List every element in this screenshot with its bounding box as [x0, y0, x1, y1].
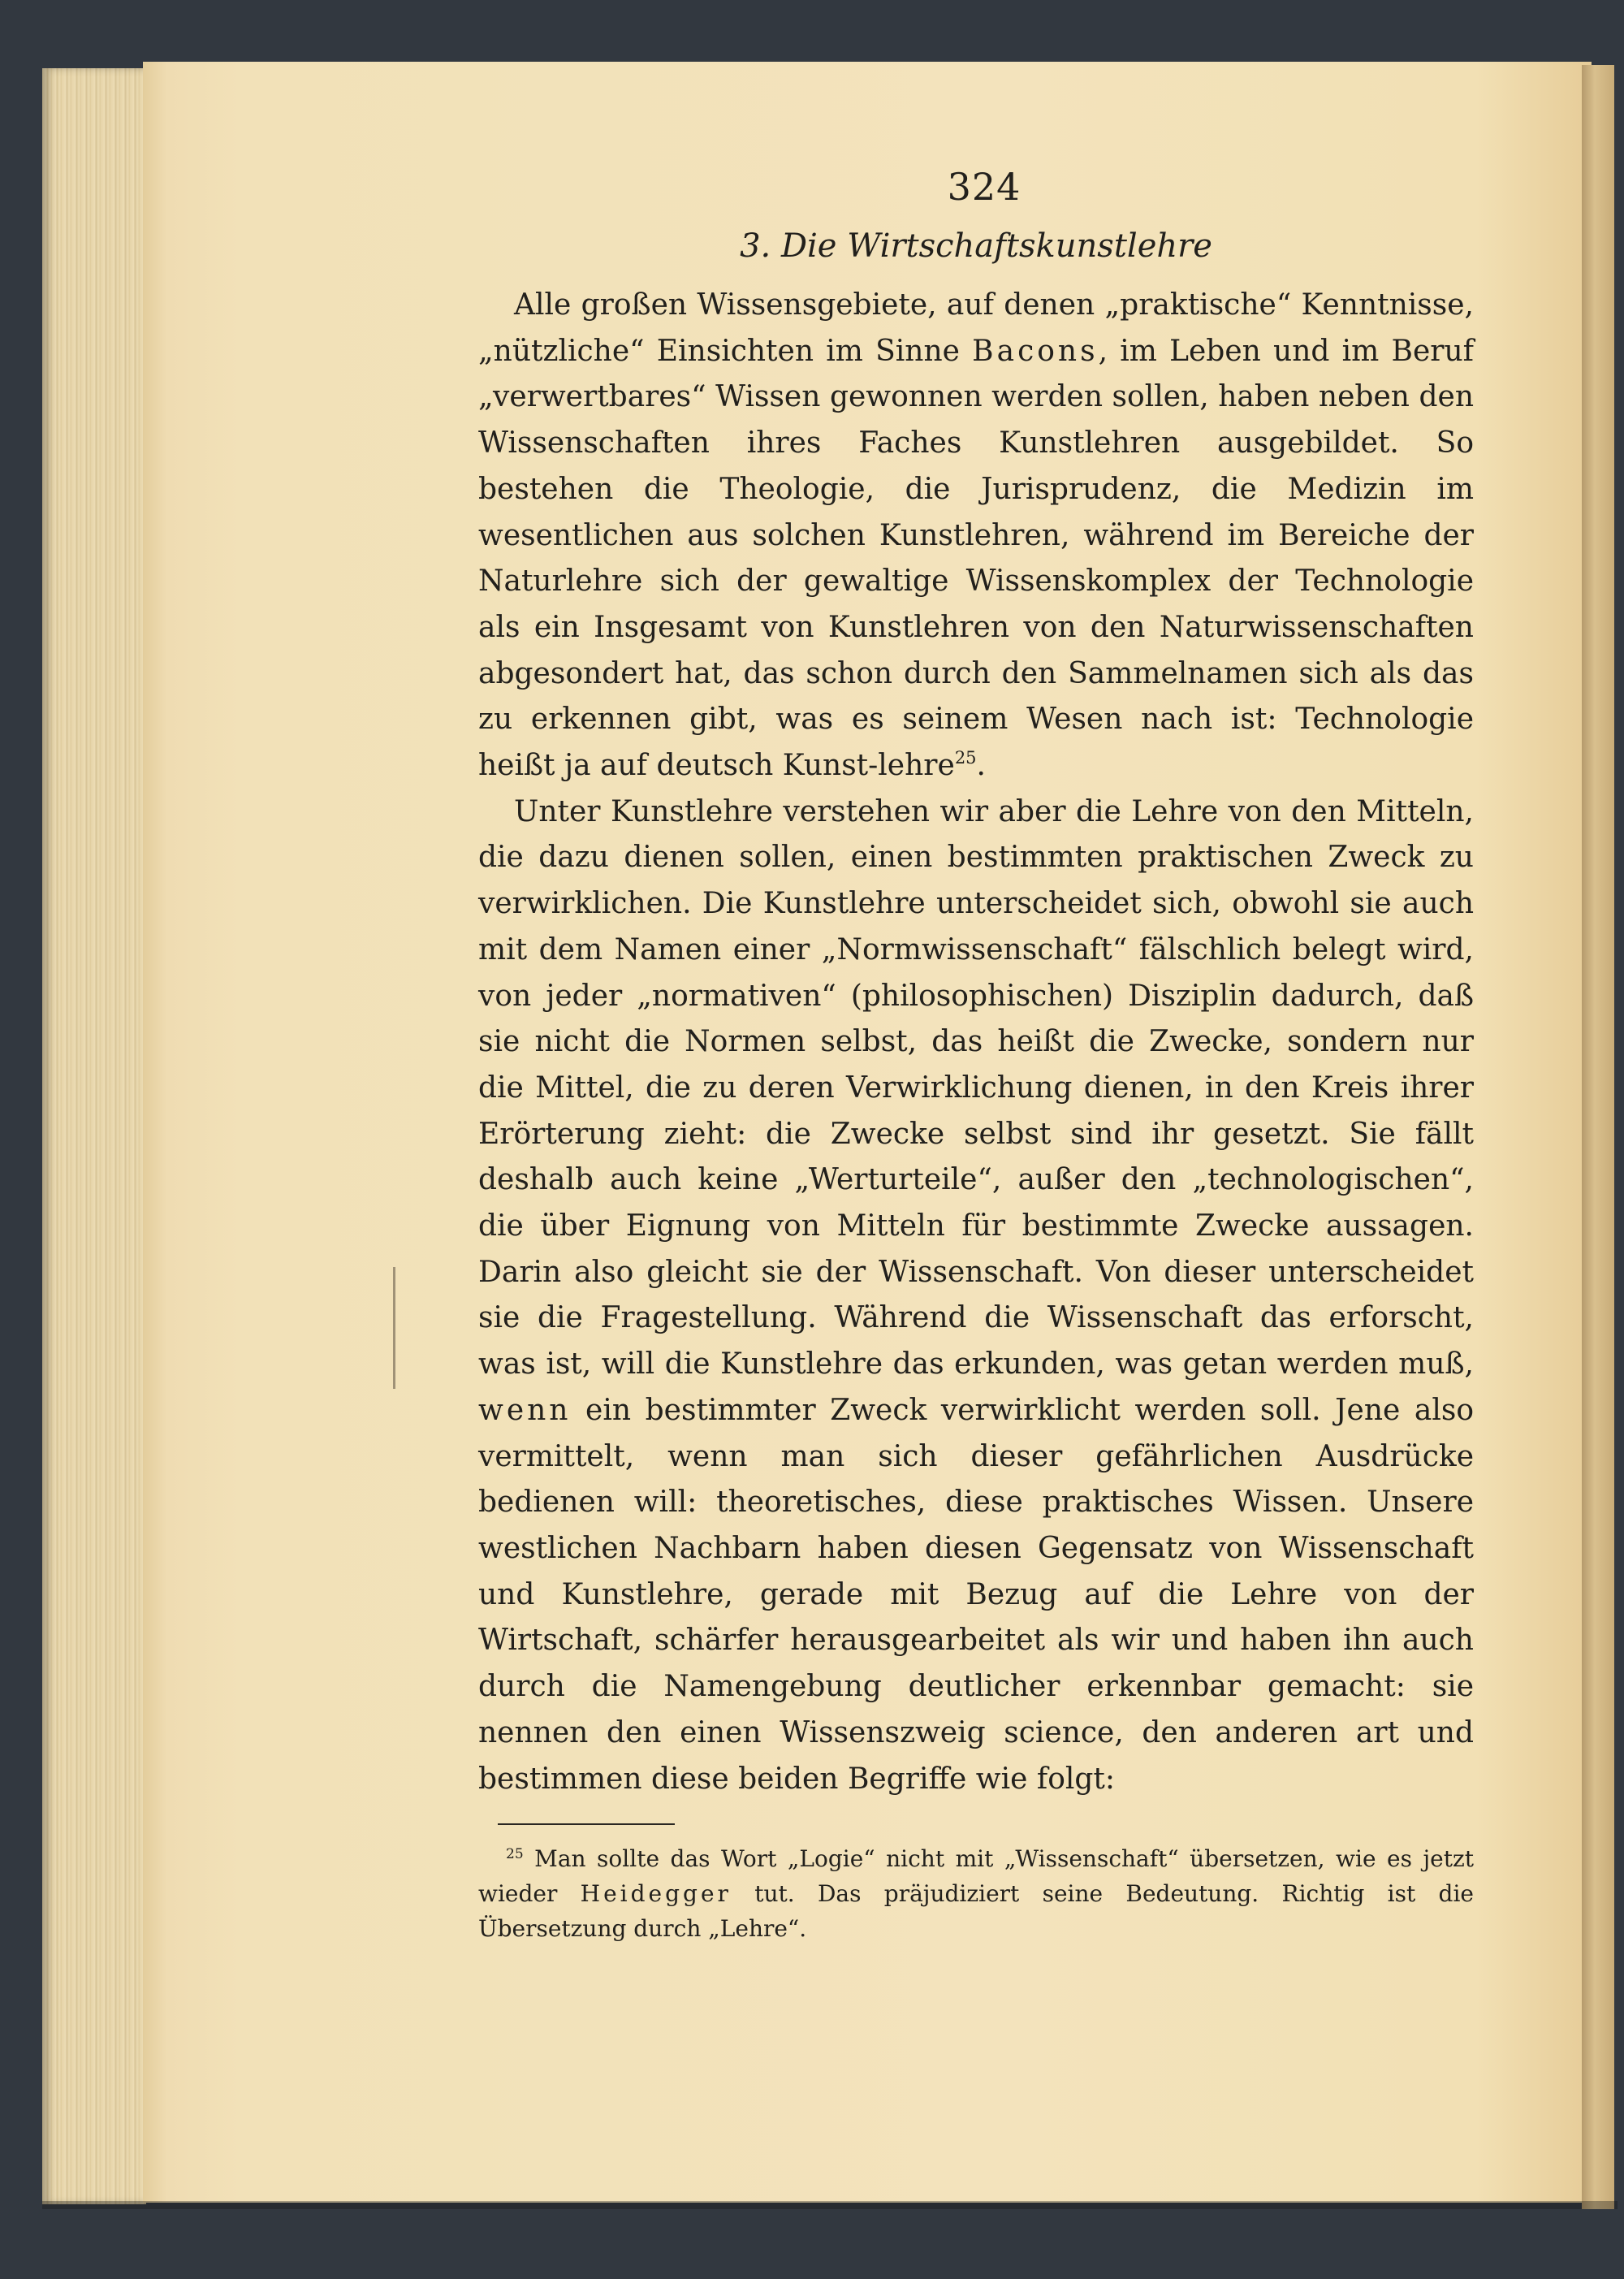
paragraph-2-text-a: Unter Kunstlehre verstehen wir aber die Lehre von den Mitteln, die dazu dienen sollen, einen bestimmten praktischen Zweck zu verwirklichen. Die Kunstlehre unterscheidet sich, obwohl sie auch mit dem Namen einer „Normwissenschaft“ fälschlich belegt wird, von jeder „normativen“ (philosophischen) Disziplin dadurch, daß sie nicht die Normen selbst, das heißt die Zwecke, sondern nur die Mittel, die zu deren Verwirklichung dienen, in den Kreis ihrer Erörterung zieht: die Zwecke selbst sind ihr gesetzt. Sie fällt deshalb auch keine „Werturteile“, außer den „technologischen“, die über Eignung von Mitteln für bestimmte Zwecke aussagen. Darin also gleicht sie der Wissenschaft. Von dieser unterscheidet sie die Fragestellung. Während die Wissenschaft das erforscht, was ist, will die Kunstlehre das erkunden, was getan werden muß, — [478, 794, 1474, 1382]
paragraph-1-text-b: , im Leben und im Beruf „verwertbares“ Wissen gewonnen werden sollen, haben neben den Wissenschaften ihres Faches Kunstlehren ausgebildet. So bestehen die Theologie, die Jurisprudenz, die Medizin im wesentlichen aus solchen Kunstlehren, während im Bereiche der Naturlehre sich der gewaltige Wissenskomplex der Technologie als ein Insgesamt von Kunstlehren von den Naturwissenschaften abgesondert hat, das schon durch den Sammelnamen sich als das zu erkennen gibt, was es seinem Wesen nach ist: Technologie heißt ja auf deutsch Kunst-lehre — [478, 334, 1474, 783]
margin-pencil-mark — [393, 1267, 395, 1389]
book-gutter — [1582, 65, 1614, 2209]
section-title: 3. Die Wirtschaftskunstlehre — [740, 227, 1212, 265]
footnote-text-b: tut. Das präjudiziert seine Bedeutung. Richtig ist die Übersetzung durch „Lehre“. — [478, 1880, 1474, 1943]
paragraph-2-spaced-word: wenn — [478, 1393, 572, 1427]
paragraph-1 — [478, 283, 1474, 789]
footnote-number: 25 — [506, 1846, 524, 1863]
page-number: 324 — [947, 165, 1021, 209]
paragraph-1-text-a: Alle großen Wissensgebiete, auf denen „praktische“ Kenntnisse, „nützliche“ Einsichten im Sinne — [478, 288, 1474, 368]
footnote-text-a: Man sollte das Wort „Logie“ nicht mit „Wissenschaft“ übersetzen, wie es jetzt wieder — [478, 1845, 1474, 1908]
paragraph-1-spaced-name: Bacons — [972, 334, 1099, 368]
page-shadow — [42, 2201, 1618, 2209]
paragraph-2-text-b: ein bestimmter Zweck verwirklicht werden soll. Jene also vermittelt, wenn man sich dieser gefährlichen Ausdrücke bedienen will: theoretisches, diese praktisches Wissen. Unsere westlichen Nachbarn haben diesen Gegensatz von Wissenschaft und Kunstlehre, gerade mit Bezug auf die Lehre von der Wirtschaft, schärfer herausgearbeitet als wir und haben ihn auch durch die Namengebung deutlicher erkennbar gemacht: sie nennen den einen Wissenszweig science, den anderen art und bestimmen diese beiden Begriffe wie folgt: — [478, 1393, 1474, 1796]
page-text-block — [478, 162, 1474, 1946]
footnote — [478, 1841, 1474, 1946]
paragraph-2 — [478, 789, 1474, 1802]
paragraph-1-end: . — [976, 749, 986, 783]
footnote-reference[interactable]: 25 — [954, 748, 977, 768]
footnote-divider — [498, 1823, 675, 1825]
footnote-spaced-name: Heidegger — [580, 1880, 732, 1908]
book-page-edges — [42, 68, 146, 2204]
